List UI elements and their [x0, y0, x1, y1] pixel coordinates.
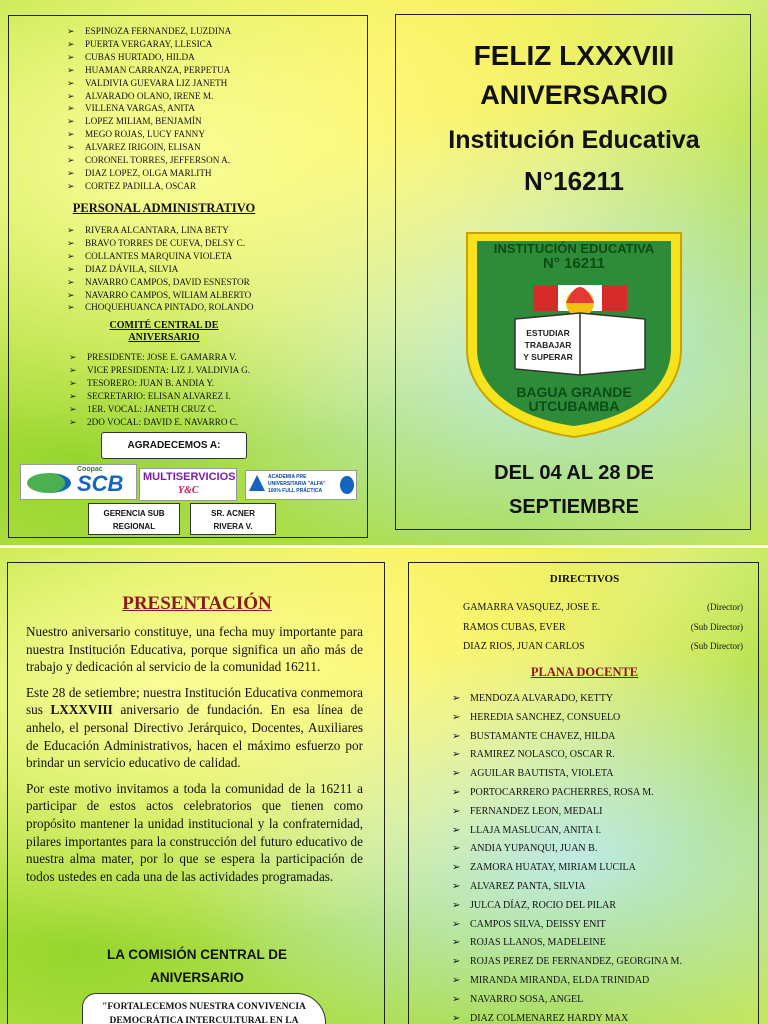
list-item: ➢ ALVAREZ IRIGOIN, ELISAN	[67, 141, 231, 154]
committee-title-line1: COMITÉ CENTRAL DE	[109, 320, 219, 331]
list-item: ➢ NAVARRO SOSA, ANGEL	[452, 991, 682, 1010]
list-item: ➢ DIAZ LOPEZ, OLGA MARLITH	[67, 167, 231, 180]
shield-top-text	[477, 241, 671, 271]
shield-bottom-line1: BAGUA GRANDE	[516, 384, 632, 400]
directivo-row	[463, 598, 753, 618]
presentation-panel	[7, 562, 385, 1024]
list-item: ➢ NAVARRO CAMPOS, DAVID ESNESTOR	[67, 276, 253, 289]
presentation-paragraph-1: Nuestro aniversario constituye, una fecha muy importante para nuestra Institución Educativa, porque significa un año más de trabajo y dedicación al servicio de la comunidad 16211.	[26, 624, 363, 675]
anniversary-number: LXXXVIII	[50, 702, 113, 718]
school-shield-logo	[463, 229, 685, 441]
presentation-title: PRESENTACIÓN	[122, 593, 272, 614]
list-item: ➢ RIVERA ALCANTARA, LINA BETY	[67, 224, 253, 237]
list-item: ➢ PORTOCARRERO PACHERRES, ROSA M.	[452, 784, 682, 803]
directivo-role: (Sub Director)	[690, 641, 743, 651]
list-item: ➢ CORONEL TORRES, JEFFERSON A.	[67, 154, 231, 167]
list-item: ➢ JULCA DÍAZ, ROCIO DEL PILAR	[452, 897, 682, 916]
acner-box	[190, 503, 276, 535]
academy-triangle-icon	[249, 475, 265, 491]
directivo-name: DIAZ RIOS, JUAN CARLOS	[463, 641, 585, 652]
list-item: ➢ MEGO ROJAS, LUCY FANNY	[67, 128, 231, 141]
brochure-inner-side	[0, 548, 768, 1024]
list-item: ➢ DIAZ DÁVILA, SILVIA	[67, 263, 253, 276]
staff-panel	[408, 562, 759, 1024]
cover-line4: N°16211	[523, 166, 625, 196]
committee-title	[9, 320, 319, 344]
docentes-list	[452, 690, 682, 1024]
shield-book-line3: Y SUPERAR	[523, 352, 573, 362]
list-item: ➢ MENDOZA ALVARADO, KETTY	[452, 690, 682, 709]
shield-bottom-text	[477, 385, 671, 413]
list-item: ➢ PRESIDENTE: JOSE E. GAMARRA V.	[69, 351, 250, 364]
cover-line1: FELIZ LXXXVIII	[473, 40, 675, 71]
list-item: ➢ ZAMORA HUATAY, MIRIAM LUCILA	[452, 859, 682, 878]
committee-title-line2: ANIVERSARIO	[128, 332, 200, 343]
list-item: ➢ NAVARRO CAMPOS, WILIAM ALBERTO	[67, 289, 253, 302]
left-panel	[8, 15, 368, 538]
list-item: ➢ LOPEZ MILIAM, BENJAMÍN	[67, 115, 231, 128]
list-item: ➢ HEREDIA SANCHEZ, CONSUELO	[452, 709, 682, 728]
list-item: ➢ VALDIVIA GUEVARA LIZ JANETH	[67, 77, 231, 90]
multiservicios-subtext: Y&C	[178, 485, 199, 496]
paragraph-2-end: aniversario de fundación. En esa línea de anhelo, el personal Directivo Jerárquico, Docentes, Auxiliares de Educación Administrativos, hacen el máximo esfuerzo por brindar un servicio educativo de calidad.	[26, 702, 364, 771]
scb-logo	[20, 464, 137, 500]
dates-line1: DEL 04 AL 28 DE	[494, 462, 654, 484]
scb-logo-small: Coopac	[77, 466, 103, 473]
academy-text: ACADEMIA PRE UNIVERSITARIA "ALFA" 100% FULL PRÁCTICA	[268, 474, 326, 494]
list-item: ➢ AGUILAR BAUTISTA, VIOLETA	[452, 765, 682, 784]
list-item: ➢ BUSTAMANTE CHAVEZ, HILDA	[452, 728, 682, 747]
shield-book-line2: TRABAJAR	[524, 340, 572, 350]
list-item: ➢ CUBAS HURTADO, HILDA	[67, 51, 231, 64]
list-item: ➢ ESPINOZA FERNANDEZ, LUZDINA	[67, 25, 231, 38]
paragraph-2-start: Este 28 de setiembre; nuestra Institución Educativa conmemora sus	[26, 684, 363, 718]
admin-title: PERSONAL ADMINISTRATIVO	[72, 201, 256, 215]
list-item: ➢ VICE PRESIDENTA: LIZ J. VALDIVIA G.	[69, 364, 250, 377]
commission-line2: ANIVERSARIO	[150, 970, 244, 985]
commission-signature	[8, 943, 386, 989]
academy-logo	[245, 470, 357, 500]
motto-line1: "FORTALECEMOS NUESTRA CONVIVENCIA	[102, 1002, 306, 1012]
directivo-row	[463, 618, 753, 638]
admin-list	[67, 224, 253, 314]
shield-book-text	[515, 327, 581, 363]
list-item: ➢ FERNANDEZ LEON, MEDALI	[452, 803, 682, 822]
cover-title	[396, 37, 752, 201]
cover-panel	[395, 14, 751, 530]
gerencia-line1: GERENCIA SUB	[103, 509, 165, 518]
acner-line2: RIVERA V.	[213, 522, 253, 531]
dates-line2: SEPTIEMBRE	[508, 496, 640, 518]
shield-book-line1: ESTUDIAR	[526, 328, 570, 338]
gerencia-line2: REGIONAL	[112, 522, 156, 531]
list-item: ➢ ROJAS LLANOS, MADELEINE	[452, 934, 682, 953]
motto-line2: DEMOCRÁTICA INTERCULTURAL EN LA	[109, 1016, 299, 1024]
list-item: ➢ CHOQUEHUANCA PINTADO, ROLANDO	[67, 301, 253, 314]
docente-title: PLANA DOCENTE	[530, 665, 639, 679]
directivo-name: RAMOS CUBAS, EVER	[463, 621, 566, 633]
shield-top-line1: INSTITUCIÓN EDUCATIVA	[493, 241, 655, 256]
directivo-row	[463, 637, 753, 657]
thanks-label: AGRADECEMOS A:	[127, 440, 221, 451]
list-item: ➢ VILLENA VARGAS, ANITA	[67, 102, 231, 115]
list-item: ➢ COLLANTES MARQUINA VIOLETA	[67, 250, 253, 263]
list-item: ➢ BRAVO TORRES DE CUEVA, DELSY C.	[67, 237, 253, 250]
list-item: ➢ LLAJA MASLUCAN, ANITA I.	[452, 822, 682, 841]
directivo-role: (Director)	[707, 602, 743, 612]
directivos-list	[463, 598, 753, 657]
gerencia-box	[88, 503, 180, 535]
list-item: ➢ DIAZ COLMENAREZ HARDY MAX	[452, 1010, 682, 1024]
shield-top-line2: N° 16211	[543, 255, 605, 272]
thanks-box	[101, 432, 247, 459]
cover-dates	[396, 456, 752, 524]
list-item: ➢ ALVAREZ PANTA, SILVIA	[452, 878, 682, 897]
list-item: ➢ TESORERO: JUAN B. ANDIA Y.	[69, 377, 250, 390]
list-item: ➢ ROJAS PEREZ DE FERNANDEZ, GEORGINA M.	[452, 953, 682, 972]
list-item: ➢ PUERTA VERGARAY, LLESICA	[67, 38, 231, 51]
list-item: ➢ 2DO VOCAL: DAVID E. NAVARRO C.	[69, 416, 250, 429]
shield-bottom-line2: UTCUBAMBA	[528, 398, 620, 414]
presentation-paragraph-3: Por este motivo invitamos a toda la comunidad de la 16211 a participar de estos actos celebratorios que tienen como propósito mantener la unidad institucional y la confraternidad, pilares importantes para la construcción del futuro educativo de nuestra alma mater, por lo que se espera la participación de todos ustedes en cada una de las actividades programadas.	[26, 780, 363, 884]
directivos-title: DIRECTIVOS	[549, 573, 620, 585]
list-item: ➢ 1ER. VOCAL: JANETH CRUZ C.	[69, 403, 250, 416]
teachers-continued-list	[67, 25, 231, 193]
acner-line1: SR. ACNER	[211, 509, 255, 518]
cover-line2: ANIVERSARIO	[480, 80, 668, 110]
motto-box	[82, 993, 326, 1024]
list-item: ➢ ANDIA YUPANQUI, JUAN B.	[452, 840, 682, 859]
list-item: ➢ RAMIREZ NOLASCO, OSCAR R.	[452, 746, 682, 765]
scb-logo-swoosh-icon	[27, 473, 71, 493]
scb-logo-text: SCB	[77, 471, 124, 496]
list-item: ➢ CORTEZ PADILLA, OSCAR	[67, 180, 231, 193]
academy-seal-icon	[340, 476, 354, 494]
list-item: ➢ MIRANDA MIRANDA, ELDA TRINIDAD	[452, 972, 682, 991]
list-item: ➢ CAMPOS SILVA, DEISSY ENIT	[452, 916, 682, 935]
cover-line3: Institución Educativa	[448, 126, 700, 154]
list-item: ➢ HUAMAN CARRANZA, PERPETUA	[67, 64, 231, 77]
list-item: ➢ ALVARADO OLANO, IRENE M.	[67, 90, 231, 103]
directivo-name: GAMARRA VASQUEZ, JOSE E.	[463, 602, 601, 613]
presentation-paragraph-2	[26, 684, 363, 772]
list-item: ➢ SECRETARIO: ELISAN ALVAREZ I.	[69, 390, 250, 403]
multiservicios-logo	[139, 468, 237, 501]
directivo-role: (Sub Director)	[690, 621, 743, 632]
presentation-body	[26, 623, 363, 885]
multiservicios-text: MULTISERVICIOS	[143, 471, 236, 483]
committee-list	[69, 351, 250, 428]
commission-line1: LA COMISIÓN CENTRAL DE	[106, 947, 287, 962]
